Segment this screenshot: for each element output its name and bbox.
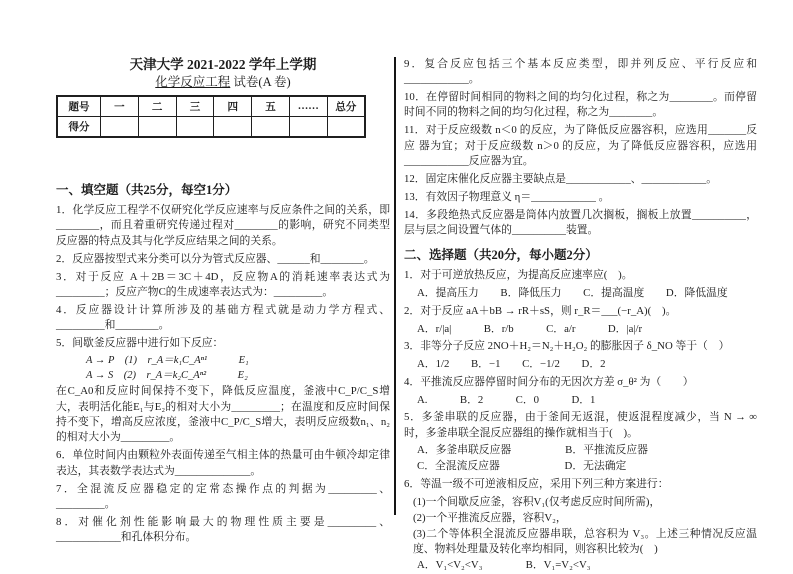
choice-question-3-options: A．1/2 B．−1 C．−1/2 D．2 [417, 358, 606, 371]
score-empty-cell [214, 117, 252, 138]
choice-question-1: 1．对于可逆放热反应，为提高反应速率应( )。 [404, 269, 633, 282]
column-divider-rule [394, 57, 396, 515]
fill-question-3: 3．对于反应 A＋2B＝3C＋4D，反应物A的消耗速率表达式为_________；反应产物C的生成速率表达式为：_________。 [56, 270, 390, 299]
fill-question-11: 11．对于反应级数 n＜0 的反应，为了降低反应器容积，应选用_______反应 器为宜；对于反应级数 n＞0 的反应，为了降低反应器容积，应选用____________反应器为宜。 [404, 124, 757, 167]
score-header-cell: 三 [176, 96, 214, 117]
fill-question-14: 14．多段绝热式反应器是筒体内放置几次搁板，搁板上放置__________，层与层之间设置气体的__________装置。 [404, 208, 757, 237]
choice-question-2: 2．对于反应 aA＋bB → rR＋sS，则 r_R＝___(−r_A)( )。 [404, 304, 677, 317]
score-table-header-row [57, 96, 365, 117]
score-header-cell: 二 [138, 96, 176, 117]
section-heading-fill: 一、填空题（共25分，每空1分） [56, 183, 238, 197]
fill-question-12: 12．固定床催化反应器主要缺点是____________、____________。 [404, 172, 718, 185]
score-empty-cell [101, 117, 139, 138]
choice-question-6: 6．等温一级不可逆液相反应，采用下列三种方案进行： [404, 477, 669, 490]
fill-question-6: 6．单位时间内由颗粒外表面传递至气相主体的热量可由牛顿冷却定律表达，其表数学表达式为______________。 [56, 449, 390, 477]
fill-question-7: 7．全混流反应器稳定的定常态操作点的判据为_________、_________。 [56, 482, 390, 510]
choice-question-1-options: A．提高压力 B．降低压力 C．提高温度 D．降低温度 [417, 287, 728, 300]
choice-question-5-options-ab: A．多釜串联反应器 B．平推流反应器 [417, 444, 648, 457]
fill-question-5-continued: 在C_A0和反应时间保持不变下，降低反应温度，釜液中C_P/C_S增大，表明活化能E₁与E₂的相对大小为_________；在温度和反应时间保持不变下，增高反应浓度，釜液中C_P/C_S增大，表明反应级数n₁、n₂的相对大小为_________。 [56, 385, 390, 444]
choice-question-2-options: A．r/|a| B．r/b C．a/r D．|a|/r [417, 322, 643, 335]
choice-question-4: 4．平推流反应器停留时间分布的无因次方差 σ_θ² 为（ ） [404, 375, 694, 388]
score-table [56, 95, 366, 138]
fill-question-4: 4．反应器设计计算所涉及的基础方程式就是动力学方程式、_________和________。 [56, 303, 390, 332]
choice-question-5: 5．多釜串联的反应器，由于釜间无返混，使返混程度减少，当 N → ∞ 时，多釜串联全混反应器组的操作就相当于( )。 [404, 411, 757, 439]
fill-question-1: 1．化学反应工程学不仅研究化学反应速率与反应条件之间的关系，即________，而且着重研究传递过程对________的影响，研究不同类型反应器的特点及其与化学反应结果之间的关系。 [56, 204, 390, 247]
fill-question-10: 10．在停留时间相同的物料之间的均匀化过程，称之为________。而停留时间不同的物料之间的均匀化过程，称之为________。 [404, 90, 757, 119]
fill-question-5: 5．间歇釜反应器中进行如下反应： [56, 337, 224, 350]
fill-question-2: 2．反应器按型式来分类可以分为管式反应器、______和________。 [56, 252, 375, 265]
course-name: 化学反应工程 [155, 75, 231, 89]
score-header-cell: 四 [214, 96, 252, 117]
exam-subtitle [56, 74, 390, 90]
score-header-cell: …… [289, 96, 327, 117]
score-header-cell: 五 [252, 96, 290, 117]
choice-question-5-options-cd: C．全混流反应器 D．无法确定 [417, 460, 627, 473]
choice-question-6-case-2: (2)一个平推流反应器，容积V₂， [413, 511, 567, 524]
choice-question-6-options: A．V₁<V₂<V₃ B．V₁=V₂<V₃ [417, 558, 591, 571]
score-header-cell: 题号 [57, 96, 101, 117]
score-empty-cell [176, 117, 214, 138]
paper-variant: 试卷(A 卷) [230, 75, 291, 89]
score-row-label: 得分 [57, 117, 101, 138]
score-empty-cell [327, 117, 365, 138]
score-table-points-row [57, 117, 365, 138]
score-header-cell: 一 [101, 96, 139, 117]
fill-question-8: 8．对催化剂性能影响最大的物理性质主要是_________、____________和孔体积分布。 [56, 515, 390, 544]
score-empty-cell [138, 117, 176, 138]
fill-question-5-equation-2: A → S (2) r_A＝k₂C_Aⁿ² E₂ [86, 369, 248, 381]
fill-question-13: 13．有效因子物理意义 η＝____________ 。 [404, 190, 610, 203]
choice-question-6-case-1: (1)一个间歇反应釜，容积V₁(仅考虑反应时间所需)， [413, 495, 661, 508]
choice-question-6-case-3: (3)二个等体积全混流反应器串联，总容积为 V₃。上述三种情况反应温度、物料处理量及转化率均相同，则容积比较为( ) [413, 527, 757, 555]
exam-title: 天津大学 2021-2022 学年上学期 [129, 57, 317, 72]
score-header-cell: 总分 [327, 96, 365, 117]
choice-question-3: 3．非等分子反应 2NO＋H₂＝N₂＋H₂O₂ 的膨胀因子 δ_NO 等于（ ） [404, 340, 730, 353]
score-empty-cell [252, 117, 290, 138]
choice-question-4-options: A. B．2 C．0 D．1 [417, 393, 596, 406]
left-column [56, 54, 390, 548]
fill-question-9: 9．复合反应包括三个基本反应类型，即并列反应、平行反应和____________。 [404, 57, 757, 85]
score-empty-cell [289, 117, 327, 138]
section-heading-choice: 二、选择题（共20分，每小题2分） [404, 248, 598, 263]
fill-question-5-equation-1: A → P (1) r_A＝k₁C_Aⁿ¹ E₁ [86, 355, 249, 367]
right-column [404, 54, 757, 574]
